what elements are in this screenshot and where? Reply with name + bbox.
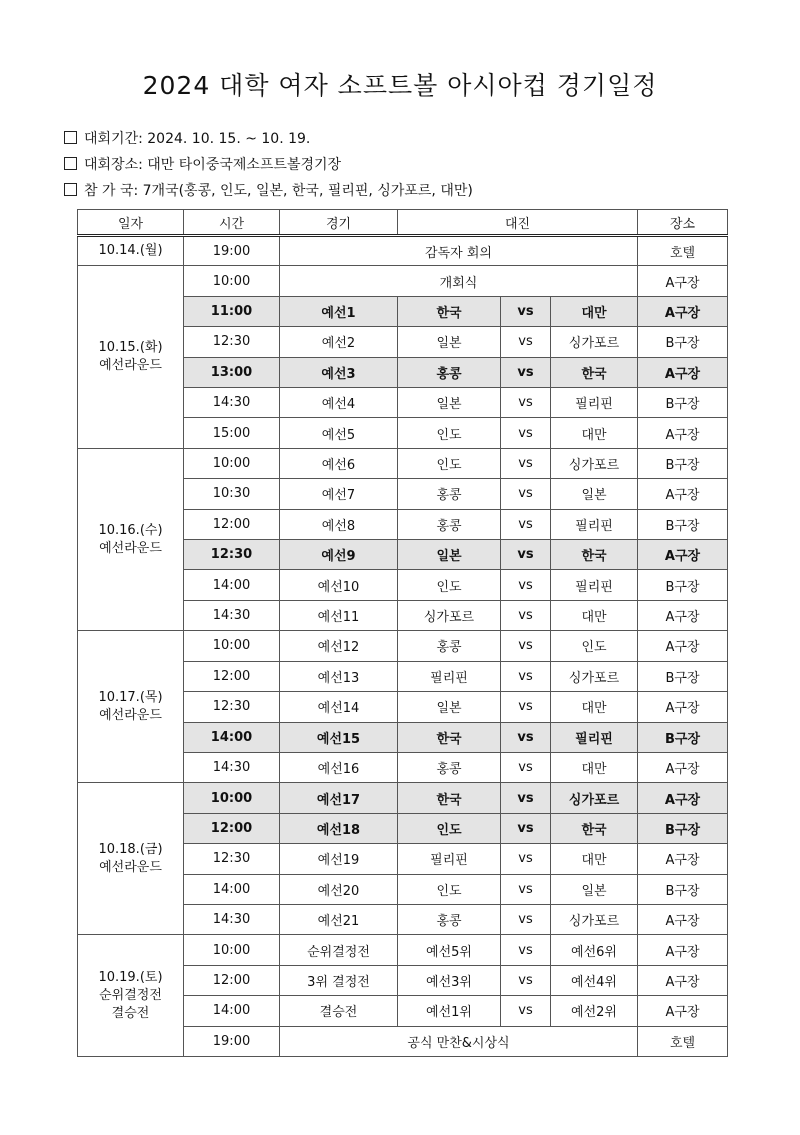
table-row <box>78 448 728 478</box>
time-cell: 11:00 <box>184 296 280 326</box>
team1-cell: 필리핀 <box>398 661 501 691</box>
vs-cell: vs <box>501 935 551 965</box>
team1-cell: 홍콩 <box>398 904 501 934</box>
header-venue: 장소 <box>638 210 728 236</box>
header-date: 일자 <box>78 210 184 236</box>
game-cell: 예선5 <box>280 418 398 448</box>
team2-cell: 한국 <box>551 357 638 387</box>
team1-cell: 한국 <box>398 783 501 813</box>
venue-cell: A구장 <box>638 479 728 509</box>
venue-cell: 호텔 <box>638 1026 728 1056</box>
info-countries-text: 참 가 국: 7개국(홍콩, 인도, 일본, 한국, 필리핀, 싱가포르, 대만) <box>84 183 473 199</box>
game-cell: 예선18 <box>280 813 398 843</box>
team1-cell: 인도 <box>398 874 501 904</box>
venue-cell: B구장 <box>638 722 728 752</box>
event-cell: 개회식 <box>280 266 638 296</box>
team2-cell: 일본 <box>551 874 638 904</box>
team1-cell: 인도 <box>398 418 501 448</box>
vs-cell: vs <box>501 783 551 813</box>
team2-cell: 대만 <box>551 296 638 326</box>
venue-cell: B구장 <box>638 570 728 600</box>
time-cell: 12:00 <box>184 813 280 843</box>
venue-cell: A구장 <box>638 844 728 874</box>
team2-cell: 필리핀 <box>551 388 638 418</box>
game-cell: 예선15 <box>280 722 398 752</box>
vs-cell: vs <box>501 418 551 448</box>
date-cell: 10.17.(목) 예선라운드 <box>78 631 184 783</box>
venue-cell: A구장 <box>638 965 728 995</box>
team2-cell: 대만 <box>551 844 638 874</box>
venue-cell: A구장 <box>638 600 728 630</box>
vs-cell: vs <box>501 600 551 630</box>
checkbox-icon <box>64 131 77 144</box>
vs-cell: vs <box>501 752 551 782</box>
game-cell: 예선10 <box>280 570 398 600</box>
team1-cell: 일본 <box>398 692 501 722</box>
time-cell: 12:30 <box>184 844 280 874</box>
vs-cell: vs <box>501 479 551 509</box>
game-cell: 예선4 <box>280 388 398 418</box>
vs-cell: vs <box>501 692 551 722</box>
time-cell: 10:00 <box>184 448 280 478</box>
game-cell: 3위 결정전 <box>280 965 398 995</box>
date-cell: 10.16.(수) 예선라운드 <box>78 448 184 630</box>
venue-cell: B구장 <box>638 327 728 357</box>
game-cell: 예선20 <box>280 874 398 904</box>
time-cell: 10:00 <box>184 631 280 661</box>
time-cell: 12:00 <box>184 509 280 539</box>
vs-cell: vs <box>501 388 551 418</box>
game-cell: 예선21 <box>280 904 398 934</box>
vs-cell: vs <box>501 813 551 843</box>
venue-cell: A구장 <box>638 996 728 1026</box>
team2-cell: 필리핀 <box>551 722 638 752</box>
game-cell: 예선12 <box>280 631 398 661</box>
event-cell: 감독자 회의 <box>280 236 638 266</box>
venue-cell: B구장 <box>638 661 728 691</box>
game-cell: 예선3 <box>280 357 398 387</box>
game-cell: 예선11 <box>280 600 398 630</box>
time-cell: 12:30 <box>184 327 280 357</box>
venue-cell: A구장 <box>638 418 728 448</box>
team2-cell: 필리핀 <box>551 570 638 600</box>
vs-cell: vs <box>501 570 551 600</box>
venue-cell: A구장 <box>638 935 728 965</box>
game-cell: 예선8 <box>280 509 398 539</box>
time-cell: 12:30 <box>184 540 280 570</box>
team1-cell: 인도 <box>398 448 501 478</box>
venue-cell: A구장 <box>638 783 728 813</box>
team2-cell: 대만 <box>551 418 638 448</box>
time-cell: 12:00 <box>184 661 280 691</box>
time-cell: 14:00 <box>184 570 280 600</box>
page-title: 2024 대학 여자 소프트볼 아시아컵 경기일정 <box>142 71 658 100</box>
team1-cell: 한국 <box>398 722 501 752</box>
date-cell: 10.15.(화) 예선라운드 <box>78 266 184 448</box>
team2-cell: 싱가포르 <box>551 448 638 478</box>
vs-cell: vs <box>501 509 551 539</box>
team2-cell: 대만 <box>551 752 638 782</box>
game-cell: 예선7 <box>280 479 398 509</box>
info-venue <box>64 154 341 174</box>
game-cell: 예선2 <box>280 327 398 357</box>
team1-cell: 홍콩 <box>398 357 501 387</box>
team1-cell: 인도 <box>398 813 501 843</box>
checkbox-icon <box>64 183 77 196</box>
table-row <box>78 783 728 813</box>
vs-cell: vs <box>501 357 551 387</box>
team2-cell: 대만 <box>551 692 638 722</box>
game-cell: 예선19 <box>280 844 398 874</box>
header-match: 대진 <box>398 210 638 236</box>
team2-cell: 싱가포르 <box>551 783 638 813</box>
checkbox-icon <box>64 157 77 170</box>
venue-cell: A구장 <box>638 296 728 326</box>
time-cell: 12:00 <box>184 965 280 995</box>
team1-cell: 필리핀 <box>398 844 501 874</box>
time-cell: 10:00 <box>184 935 280 965</box>
team1-cell: 홍콩 <box>398 631 501 661</box>
table-row <box>78 236 728 266</box>
team2-cell: 예선4위 <box>551 965 638 995</box>
venue-cell: 호텔 <box>638 236 728 266</box>
event-cell: 공식 만찬&시상식 <box>280 1026 638 1056</box>
schedule-table <box>77 209 728 1057</box>
header-game: 경기 <box>280 210 398 236</box>
time-cell: 19:00 <box>184 236 280 266</box>
team2-cell: 한국 <box>551 813 638 843</box>
time-cell: 10:00 <box>184 266 280 296</box>
vs-cell: vs <box>501 540 551 570</box>
vs-cell: vs <box>501 874 551 904</box>
venue-cell: A구장 <box>638 904 728 934</box>
team1-cell: 싱가포르 <box>398 600 501 630</box>
game-cell: 예선9 <box>280 540 398 570</box>
vs-cell: vs <box>501 965 551 995</box>
info-countries <box>64 180 473 200</box>
team2-cell: 대만 <box>551 600 638 630</box>
team1-cell: 일본 <box>398 540 501 570</box>
time-cell: 14:30 <box>184 600 280 630</box>
vs-cell: vs <box>501 631 551 661</box>
vs-cell: vs <box>501 448 551 478</box>
vs-cell: vs <box>501 722 551 752</box>
venue-cell: B구장 <box>638 388 728 418</box>
vs-cell: vs <box>501 661 551 691</box>
team1-cell: 예선5위 <box>398 935 501 965</box>
game-cell: 순위결정전 <box>280 935 398 965</box>
venue-cell: A구장 <box>638 357 728 387</box>
table-row <box>78 631 728 661</box>
time-cell: 14:30 <box>184 752 280 782</box>
team1-cell: 홍콩 <box>398 752 501 782</box>
vs-cell: vs <box>501 296 551 326</box>
team1-cell: 홍콩 <box>398 509 501 539</box>
info-period <box>64 128 310 148</box>
team1-cell: 예선1위 <box>398 996 501 1026</box>
team2-cell: 싱가포르 <box>551 327 638 357</box>
game-cell: 예선13 <box>280 661 398 691</box>
header-time: 시간 <box>184 210 280 236</box>
venue-cell: A구장 <box>638 692 728 722</box>
venue-cell: B구장 <box>638 813 728 843</box>
vs-cell: vs <box>501 327 551 357</box>
time-cell: 10:30 <box>184 479 280 509</box>
game-cell: 예선1 <box>280 296 398 326</box>
team2-cell: 일본 <box>551 479 638 509</box>
game-cell: 예선6 <box>280 448 398 478</box>
venue-cell: B구장 <box>638 448 728 478</box>
time-cell: 14:00 <box>184 874 280 904</box>
venue-cell: A구장 <box>638 540 728 570</box>
venue-cell: A구장 <box>638 752 728 782</box>
time-cell: 15:00 <box>184 418 280 448</box>
venue-cell: B구장 <box>638 874 728 904</box>
team1-cell: 일본 <box>398 327 501 357</box>
team1-cell: 홍콩 <box>398 479 501 509</box>
venue-cell: B구장 <box>638 509 728 539</box>
team2-cell: 인도 <box>551 631 638 661</box>
team1-cell: 예선3위 <box>398 965 501 995</box>
table-row <box>78 935 728 965</box>
time-cell: 14:00 <box>184 722 280 752</box>
team2-cell: 싱가포르 <box>551 904 638 934</box>
team1-cell: 인도 <box>398 570 501 600</box>
table-row <box>78 266 728 296</box>
venue-cell: A구장 <box>638 631 728 661</box>
info-venue-text: 대회장소: 대만 타이중국제소프트볼경기장 <box>84 157 342 173</box>
info-period-text: 대회기간: 2024. 10. 15. ~ 10. 19. <box>84 131 311 147</box>
date-cell: 10.19.(토) 순위결정전 결승전 <box>78 935 184 1057</box>
vs-cell: vs <box>501 996 551 1026</box>
team1-cell: 한국 <box>398 296 501 326</box>
time-cell: 14:00 <box>184 996 280 1026</box>
time-cell: 12:30 <box>184 692 280 722</box>
team2-cell: 싱가포르 <box>551 661 638 691</box>
header-row <box>78 210 728 236</box>
team2-cell: 필리핀 <box>551 509 638 539</box>
team1-cell: 일본 <box>398 388 501 418</box>
game-cell: 결승전 <box>280 996 398 1026</box>
game-cell: 예선16 <box>280 752 398 782</box>
date-cell: 10.14.(월) <box>78 236 184 266</box>
vs-cell: vs <box>501 844 551 874</box>
game-cell: 예선14 <box>280 692 398 722</box>
time-cell: 14:30 <box>184 388 280 418</box>
time-cell: 19:00 <box>184 1026 280 1056</box>
time-cell: 10:00 <box>184 783 280 813</box>
schedule-body <box>78 236 728 1057</box>
game-cell: 예선17 <box>280 783 398 813</box>
time-cell: 13:00 <box>184 357 280 387</box>
venue-cell: A구장 <box>638 266 728 296</box>
date-cell: 10.18.(금) 예선라운드 <box>78 783 184 935</box>
time-cell: 14:30 <box>184 904 280 934</box>
team2-cell: 예선6위 <box>551 935 638 965</box>
team2-cell: 예선2위 <box>551 996 638 1026</box>
vs-cell: vs <box>501 904 551 934</box>
team2-cell: 한국 <box>551 540 638 570</box>
